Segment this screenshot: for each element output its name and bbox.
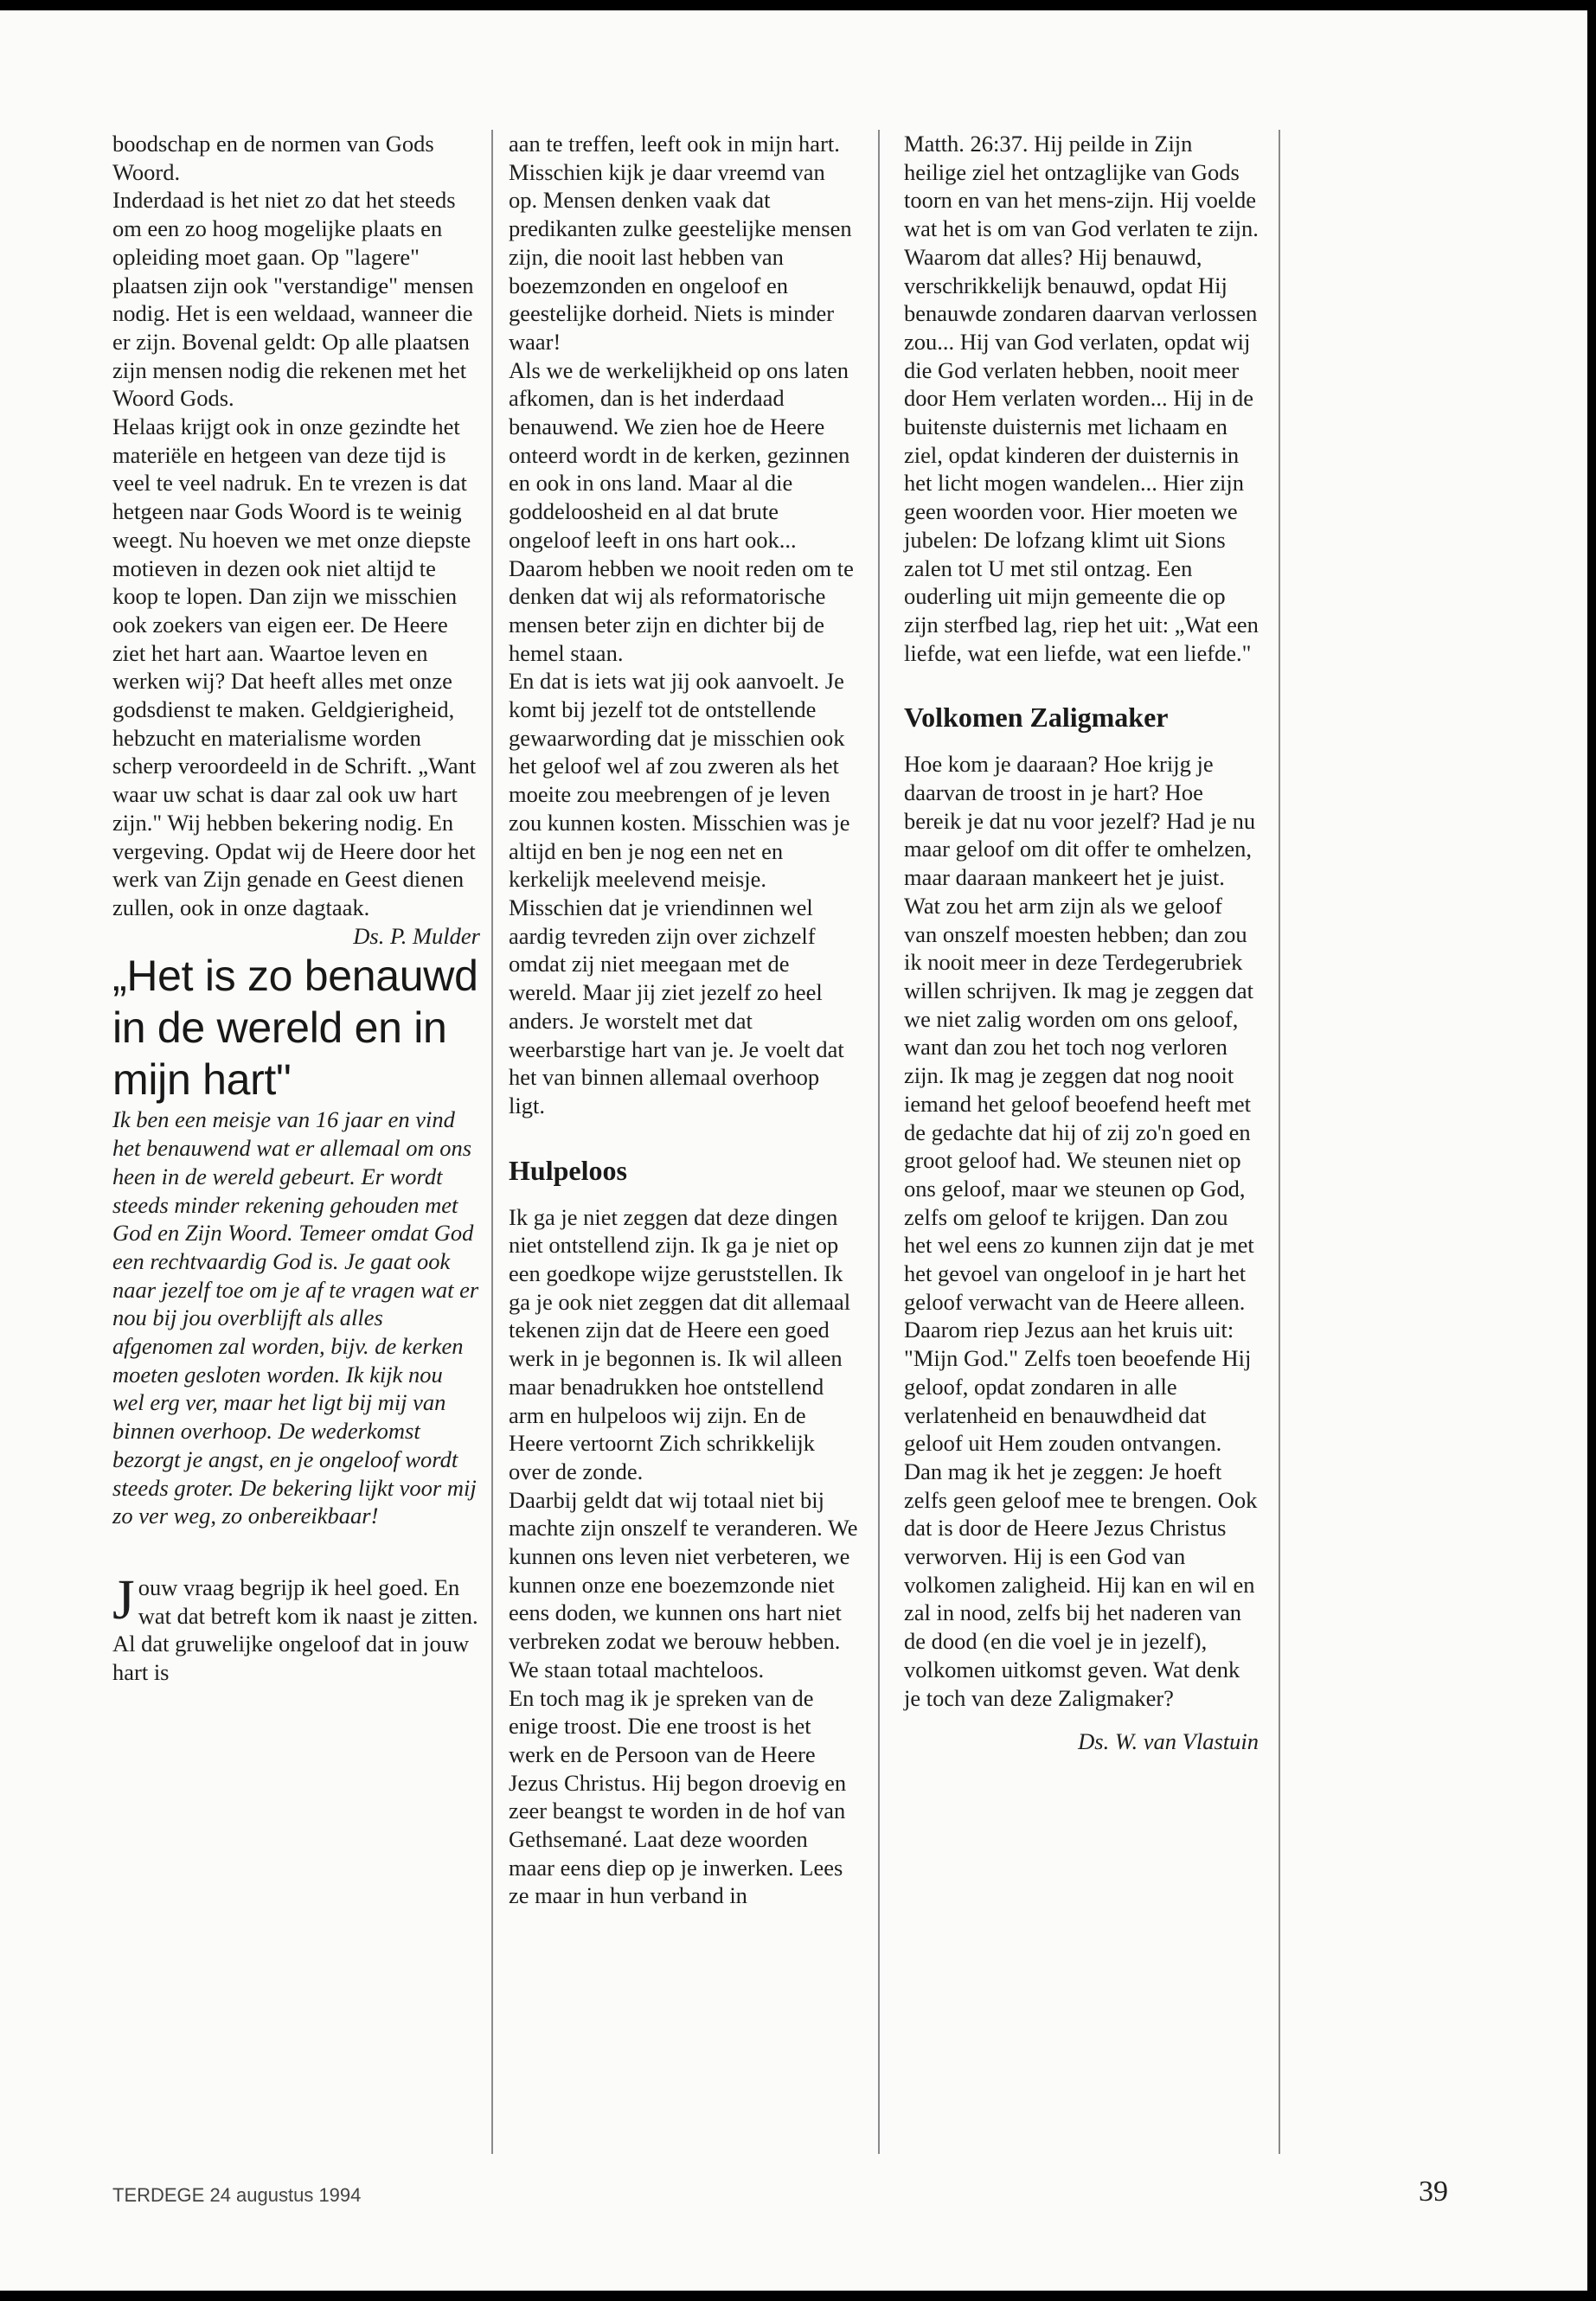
scan-border-right [1587,0,1596,2301]
scan-border-top [0,0,1596,10]
paragraph: En dat is iets wat jij ook aanvoelt. Je komt bij jezelf tot de ontstellende gewaarwording dat je misschien ook het geloof wel af zou zweren als het moeite zou meebrengen of je leven zou kunnen kosten. Misschien was je altijd en ben je nog een net en kerkelijk meelevend meisje. Misschien dat je vriendinnen wel aardig tevreden zijn over zichzelf omdat zij niet meegaan met de wereld. Maar jij ziet jezelf zo heel anders. Je worstelt met dat weerbarstige hart van je. Je voelt dat het van binnen allemaal overhoop ligt. [509,668,850,1118]
page-number: 39 [1419,2176,1448,2208]
article-headline: „Het is zo benauwd in de wereld en in mijn hart" [112,952,478,1105]
column-3 [904,130,1259,1756]
paragraph: Ik ga je niet zeggen dat deze dingen niet ontstellend zijn. Ik ga je niet op een goedkope wijze geruststellen. Ik ga je ook niet zeggen dat dit allemaal tekenen zijn dat de Heere een goed werk in je begonnen is. Ik wil alleen maar benadrukken hoe ontstellend arm en hulpeloos wij zijn. En de Heere vertoornt Zich schrikkelijk over de zonde. [509,1203,851,1484]
signature-mulder: Ds. P. Mulder [353,922,480,949]
column-rule [1279,130,1280,2154]
answer-opening [112,1567,480,1687]
paragraph: Inderdaad is het niet zo dat het steeds om een zo hoog mogelijke plaats en opleiding moet gaan. Op "lagere" plaatsen zijn ook "verstandige" mensen nodig. Het is een weldaad, wanneer die er zijn. Bovenal geldt: Op alle plaatsen zijn mensen nodig die rekenen met het Woord Gods. [112,187,474,412]
scan-border-bottom [0,2291,1596,2301]
column-rule [878,130,880,2154]
subheading-volkomen-zaligmaker: Volkomen Zaligmaker [904,702,1169,734]
signature-van-vlastuin: Ds. W. van Vlastuin [1078,1728,1259,1755]
paragraph: Matth. 26:37. Hij peilde in Zijn heilige ziel het ontzaglijke van Gods toorn en van het mens-zijn. Hij voelde wat het is om van God verlaten te zijn. Waarom dat alles? Hij benauwd, verschrikkelijk benauwd, opdat Hij benauwde zondaren daarvan verlossen zou... Hij van God verlaten, opdat wij die God verlaten hebben, nooit meer door Hem verlaten worden... Hij in de buitenste duisternis met lichaam en ziel, opdat kinderen der duisternis in het licht mogen wandelen... Hier zijn geen woorden voor. Hier moeten we jubelen: De lofzang klimt uit Sions zalen tot U met stil ontzag. Een ouderling uit mijn gemeente die op zijn sterfbed lag, riep het uit: „Wat een liefde, wat een liefde, wat een liefde." [904,131,1259,666]
paragraph: Daarbij geldt dat wij totaal niet bij machte zijn onszelf te veranderen. We kunnen ons leven niet verbeteren, we kunnen onze ene boezemzonde niet eens doden, we kunnen ons hart niet verbreken zodat we berouw hebben. We staan totaal machteloos. [509,1486,858,1682]
drop-cap: J [112,1567,135,1631]
column-rule [491,130,493,2154]
reader-question: Ik ben een meisje van 16 jaar en vind het benauwend wat er allemaal om ons heen in de wereld gebeurt. Er wordt steeds minder rekening gehouden met God en Zijn Woord. Temeer omdat God een rechtvaardig God is. Je gaat ook naar jezelf toe om je af te vragen wat er nou bij jou overblijft als alles afgenomen zal worden, bijv. de kerken moeten gesloten worden. Ik kijk nou wel erg ver, maar het ligt bij mij van binnen overhoop. De wederkomst bezorgt je angst, en je ongeloof wordt steeds groter. De bekering lijkt voor mij zo ver weg, zo onbereikbaar! [112,1106,479,1529]
paragraph: Helaas krijgt ook in onze gezindte het materiële en hetgeen van deze tijd is veel te veel nadruk. En te vrezen is dat hetgeen naar Gods Woord is te weinig weegt. Nu hoeven we met onze diepste motieven in dezen ook niet altijd te koop te lopen. Dan zijn we misschien ook zoekers van eigen eer. De Heere ziet het hart aan. Waartoe leven en werken wij? Dat heeft alles met onze godsdienst te maken. Geldgierigheid, hebzucht en materialisme worden scherp veroordeeld in de Schrift. „Want waar uw schat is daar zal ook uw hart zijn." Wij hebben bekering nodig. En vergeving. Opdat wij de Heere door het werk van Zijn genade en Geest dienen zullen, ook in onze dagtaak. [112,413,477,920]
column-1 [112,130,480,1687]
subheading-hulpeloos: Hulpeloos [509,1154,627,1186]
publication-footer: TERDEGE 24 augustus 1994 [112,2184,362,2206]
paragraph: En toch mag ik je spreken van de enige troost. Die ene troost is het werk en de Persoon van de Heere Jezus Christus. Hij begon droevig en zeer beangst te worden in de hof van Gethsemané. Laat deze woorden maar eens diep op je inwerken. Lees ze maar in hun verband in [509,1684,847,1909]
column-2 [509,130,859,1910]
answer-text: ouw vraag begrijp ik heel goed. En wat dat betreft kom ik naast je zitten. Al dat gruwelijke ongeloof dat in jouw hart is [112,1574,478,1686]
paragraph: aan te treffen, leeft ook in mijn hart. Misschien kijk je daar vreemd van op. Mensen denken vaak dat predikanten zulke geestelijke mensen zijn, die nooit last hebben van boezemzonden en ongeloof en geestelijke dorheid. Niets is minder waar! [509,131,852,355]
paragraph: Hoe kom je daaraan? Hoe krijg je daarvan de troost in je hart? Hoe bereik je dat nu voor jezelf? Had je nu maar geloof om dit offer te omhelzen, maar daaraan mankeert het je juist. Wat zou het arm zijn als we geloof van onszelf moesten hebben; dan zou ik nooit meer in deze Terdegerubriek willen schrijven. Ik mag je zeggen dat we niet zalig worden om ons geloof, want dan zou het toch nog verloren zijn. Ik mag je zeggen dat nog nooit iemand het geloof beoefend heeft met de gedachte dat hij of zij zo'n goed en groot geloof had. We steunen niet op ons geloof, maar we steunen op God, zelfs om geloof te krijgen. Dan zou het wel eens zo kunnen zijn dat je met het gevoel van ongeloof in je hart het geloof verwacht van de Heere alleen. Daarom riep Jezus aan het kruis uit: "Mijn God." Zelfs toen beoefende Hij geloof, opdat zondaren in alle verlatenheid en benauwdheid dat geloof uit Hem zouden ontvangen. Dan mag ik het je zeggen: Je hoeft zelfs geen geloof mee te brengen. Ook dat is door de Heere Jezus Christus verworven. Hij is een God van volkomen zaligheid. Hij kan en wil en zal in nood, zelfs bij het naderen van de dood (en die voel je in jezelf), volkomen uitkomst geven. Wat denk je toch van deze Zaligmaker? [904,751,1258,1711]
paragraph: Als we de werkelijkheid op ons laten afkomen, dan is het inderdaad benauwend. We zien hoe de Heere onteerd wordt in de kerken, gezinnen en ook in ons land. Maar al die goddeloosheid en al dat brute ongeloof leeft in ons hart ook... Daarom hebben we nooit reden om te denken dat wij als reformatorische mensen beter zijn en dichter bij de hemel staan. [509,356,854,666]
paragraph: boodschap en de normen van Gods Woord. [112,131,434,185]
